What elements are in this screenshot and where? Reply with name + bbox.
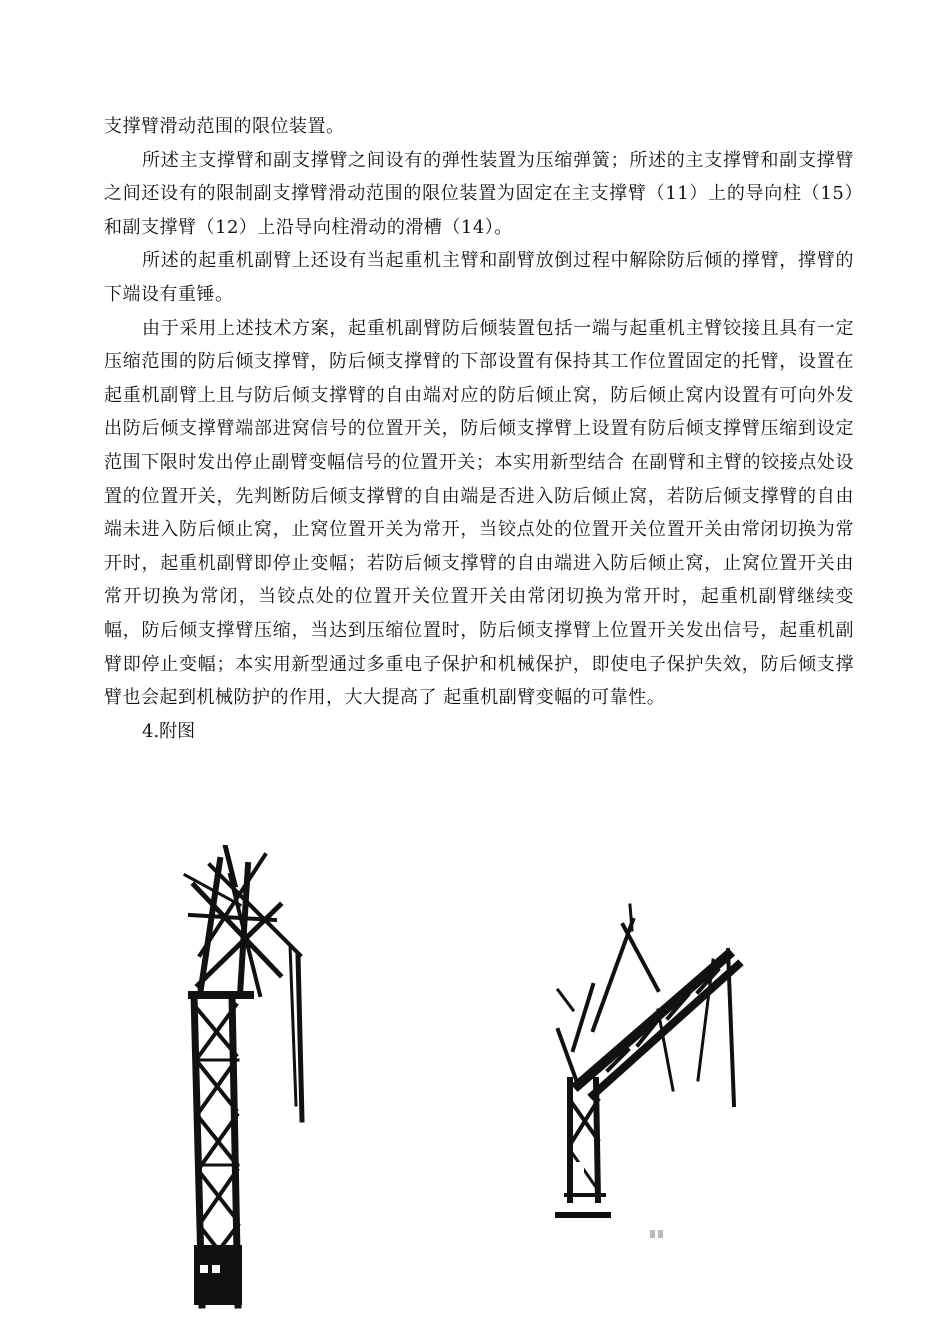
paragraph-spring-limit: 所述主支撑臂和副支撑臂之间设有的弹性装置为压缩弹簧；所述的主支撑臂和副支撑臂之间还设有的限制副支撑臂滑动范围的限位装置为固定在主支撑臂（11）上的导向柱（15）和副支撑臂（12）上沿导向柱滑动的滑槽（14）。 <box>104 149 854 238</box>
figure-heading: 4.附图 <box>142 720 196 742</box>
paragraph-technical-effect: 由于采用上述技术方案，起重机副臂防后倾装置包括一端与起重机主臂铰接且具有一定压缩范围的防后倾支撑臂，防后倾支撑臂的下部设置有保持其工作位置固定的托臂，设置在起重机副臂上且与防后倾支撑臂的自由端对应的防后倾止窝，防后倾止窝内设置有可向外发出防后倾支撑臂端部进窝信号的位置开关，防后倾支撑臂上设置有防后倾支撑臂压缩到设定范围下限时发出停止副臂变幅信号的位置开关；本实用新型结合 在副臂和主臂的铰接点处设置的位置开关，先判断防后倾支撑臂的自由端是否进入防后倾止窝，若防后倾支撑臂的自由端未进入防后倾止窝，止窝位置开关为常开，当铰点处的位置开关位置开关由常闭切换为常开时，起重机副臂即停止变幅；若防后倾支撑臂的自由端进入防后倾止窝，止窝位置开关由常开切换为常闭，当铰点处的位置开关位置开关由常闭切换为常开时，起重机副臂继续变幅，防后倾支撑臂压缩，当达到压缩位置时，防后倾支撑臂上位置开关发出信号，起重机副臂即停止变幅；本实用新型通过多重电子保护和机械保护，即使电子保护失效，防后倾支撑臂也会起到机械防护的作用，大大提高了 起重机副臂变幅的可靠性。 <box>104 317 854 709</box>
paragraph-continuation: 支撑臂滑动范围的限位装置。 <box>104 116 345 137</box>
crane-luffed-drawing <box>548 900 748 1240</box>
crane-upright-drawing <box>180 845 320 1315</box>
paragraph-brace-weight: 所述的起重机副臂上还设有当起重机主臂和副臂放倒过程中解除防后倾的撑臂，撑臂的下端设有重锤。 <box>104 250 854 305</box>
figure-crane-luffed <box>548 900 748 1240</box>
figure-crane-upright <box>180 845 320 1315</box>
document-body <box>104 110 854 748</box>
